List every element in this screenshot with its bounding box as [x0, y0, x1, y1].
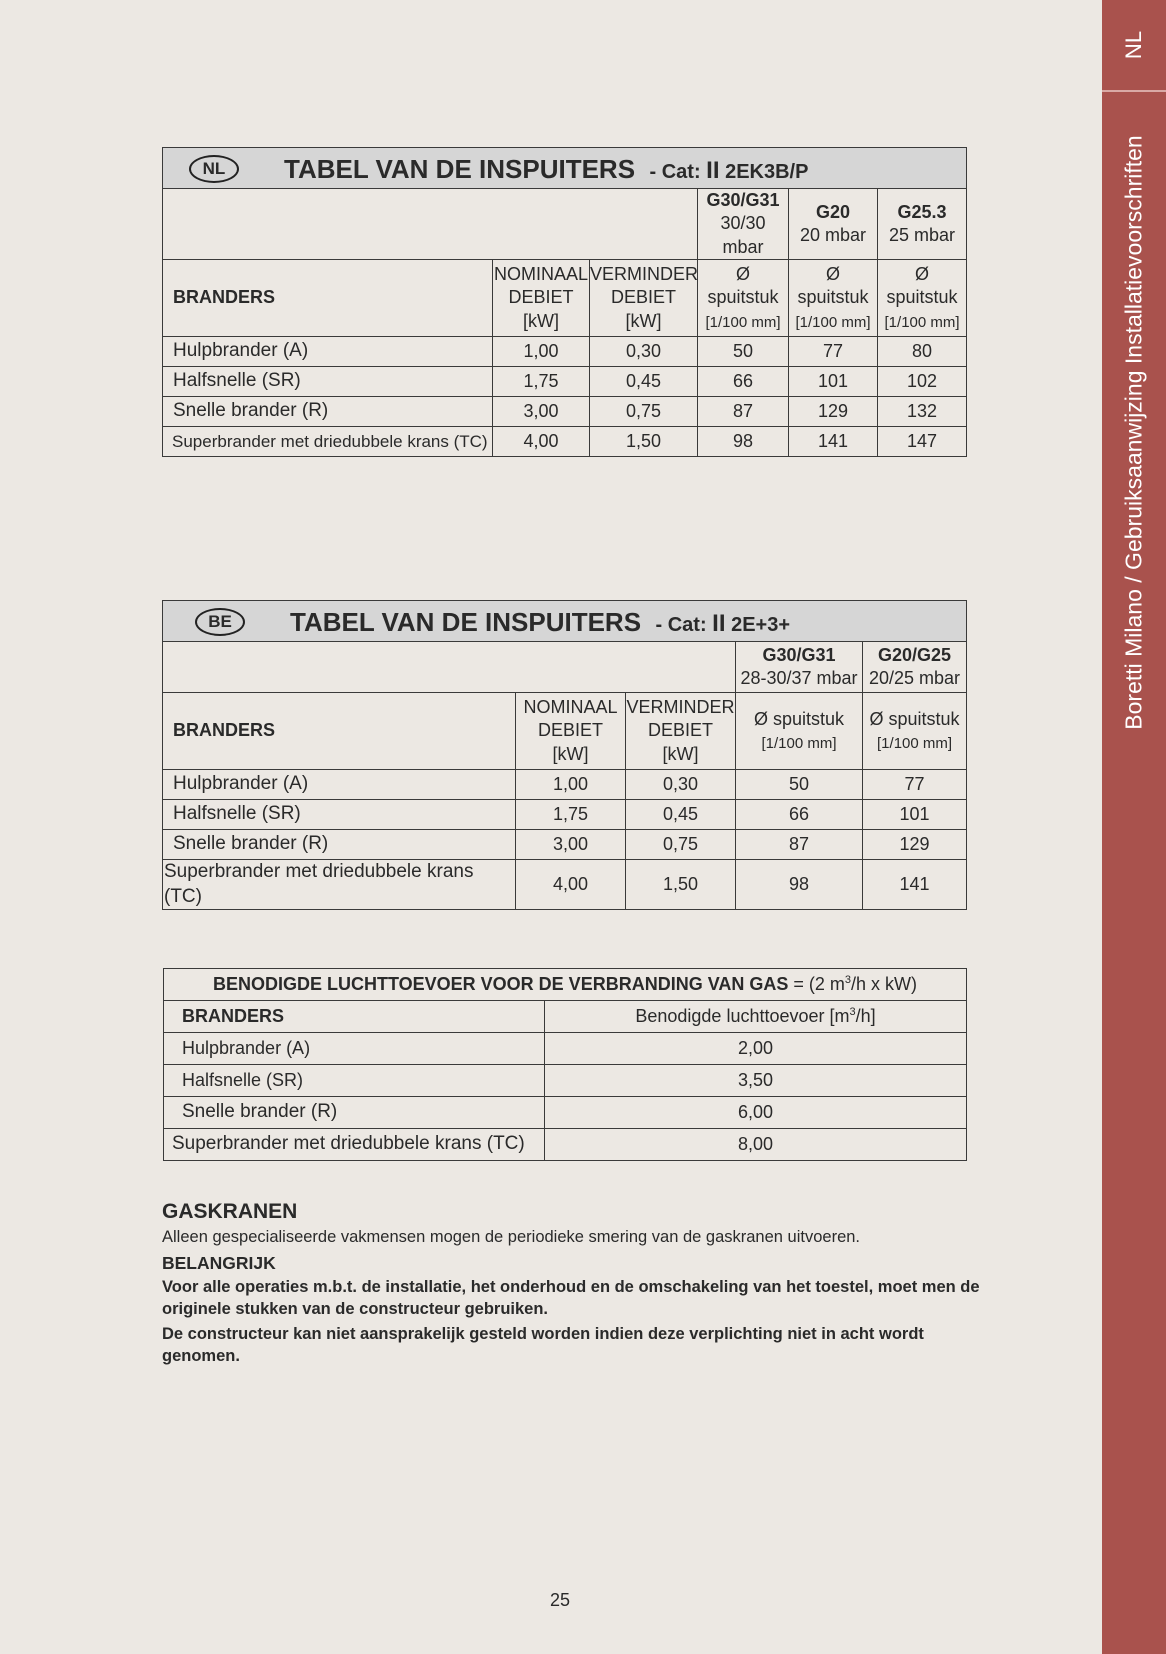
nozzle-value: 50: [736, 770, 863, 800]
burner-name: Superbrander met driedubbele krans (TC): [163, 860, 516, 910]
category-prefix: - Cat:: [649, 161, 707, 183]
category-roman: II: [712, 610, 726, 637]
reduced-value: 1,50: [626, 860, 736, 910]
sidebar-band: [1102, 0, 1166, 1654]
category-code: 2E+3+: [731, 614, 791, 636]
nominal-header: NOMINAAL DEBIET [kW]: [493, 260, 590, 337]
gas-header: G20/G25 20/25 mbar: [863, 642, 967, 693]
nozzle-value: 50: [698, 337, 789, 367]
table-title: [163, 601, 967, 642]
branders-header: BRANDERS: [164, 1001, 545, 1033]
reduced-value: 0,45: [626, 800, 736, 830]
nominal-value: 1,75: [493, 367, 590, 397]
air-value: 2,00: [545, 1033, 967, 1065]
nozzle-value: 141: [789, 427, 878, 457]
air-value: 6,00: [545, 1097, 967, 1129]
nozzle-header: Ø spuitstuk [1/100 mm]: [863, 693, 967, 770]
table-row: [163, 427, 967, 457]
sidebar-language-label: NL: [1121, 30, 1146, 60]
nozzle-value: 98: [698, 427, 789, 457]
nozzle-header: Ø spuitstuk [1/100 mm]: [698, 260, 789, 337]
nozzle-value: 101: [789, 367, 878, 397]
nominal-value: 3,00: [493, 397, 590, 427]
nominal-value: 1,75: [516, 800, 626, 830]
nozzle-header: Ø spuitstuk [1/100 mm]: [789, 260, 878, 337]
table-row: [164, 1033, 967, 1065]
burner-name: Snelle brander (R): [164, 1097, 545, 1129]
burner-name: Halfsnelle (SR): [163, 367, 493, 397]
table-row: [164, 1129, 967, 1161]
category-prefix: - Cat:: [655, 614, 713, 636]
table-row: [163, 860, 967, 910]
table-heading: [284, 153, 808, 187]
nozzle-value: 87: [698, 397, 789, 427]
nozzle-value: 66: [736, 800, 863, 830]
air-value: 8,00: [545, 1129, 967, 1161]
nozzle-value: 129: [789, 397, 878, 427]
burner-name: Superbrander met driedubbele krans (TC): [163, 427, 493, 457]
nozzle-value: 80: [878, 337, 967, 367]
reduced-value: 1,50: [590, 427, 698, 457]
table-row: [164, 1065, 967, 1097]
nozzle-value: 98: [736, 860, 863, 910]
burner-name: Snelle brander (R): [163, 830, 516, 860]
important-heading: BELANGRIJK: [162, 1253, 276, 1273]
nominal-value: 1,00: [493, 337, 590, 367]
air-value: 3,50: [545, 1065, 967, 1097]
burner-name: Halfsnelle (SR): [163, 800, 516, 830]
burner-name: Hulpbrander (A): [163, 770, 516, 800]
burner-name: Hulpbrander (A): [163, 337, 493, 367]
burner-name: Snelle brander (R): [163, 397, 493, 427]
nozzle-value: 102: [878, 367, 967, 397]
table-heading: [290, 606, 790, 640]
nozzle-value: 77: [789, 337, 878, 367]
table-heading-text: TABEL VAN DE INSPUITERS: [284, 154, 636, 184]
nozzle-value: 66: [698, 367, 789, 397]
reduced-value: 0,75: [590, 397, 698, 427]
air-header: Benodigde luchttoevoer $[m^3/h]$: [545, 1001, 967, 1033]
nominal-value: 4,00: [493, 427, 590, 457]
section-body: Alleen gespecialiseerde vakmensen mogen de periodieke smering van de gaskranen uitvoeren.: [162, 1228, 861, 1246]
sidebar-language: [1102, 0, 1166, 90]
table-row: [163, 830, 967, 860]
section-title: GASKRANEN: [162, 1200, 298, 1223]
country-badge: NL: [189, 155, 239, 183]
burner-name: Hulpbrander (A): [164, 1033, 545, 1065]
nozzle-value: 132: [878, 397, 967, 427]
nozzle-value: 87: [736, 830, 863, 860]
burner-name: Halfsnelle (SR): [164, 1065, 545, 1097]
table-row: [163, 800, 967, 830]
nozzle-value: 77: [863, 770, 967, 800]
nominal-value: 3,00: [516, 830, 626, 860]
table-title: [163, 148, 967, 189]
nozzle-value: 147: [878, 427, 967, 457]
reduced-value: 0,30: [590, 337, 698, 367]
reduced-value: 0,30: [626, 770, 736, 800]
gaskranen-section: [162, 1200, 982, 1369]
table-row: [164, 1097, 967, 1129]
nozzle-header: Ø spuitstuk [1/100 mm]: [878, 260, 967, 337]
table-heading-text: TABEL VAN DE INSPUITERS: [290, 607, 642, 637]
warning-text: De constructeur kan niet aansprakelijk gesteld worden indien deze verplichting niet in acht wordt genomen.: [162, 1324, 924, 1365]
branders-header: BRANDERS: [163, 693, 516, 770]
air-table-title: BENODIGDE LUCHTTOEVOER VOOR DE VERBRANDING VAN GAS = (2 $m^3/h$ x kW): [164, 969, 967, 1001]
branders-header: BRANDERS: [163, 260, 493, 337]
page-number: 25: [549, 1590, 571, 1610]
nominal-value: 1,00: [516, 770, 626, 800]
nozzle-value: 141: [863, 860, 967, 910]
table-row: [163, 367, 967, 397]
nominal-header: NOMINAAL DEBIET [kW]: [516, 693, 626, 770]
category-code: 2EK3B/P: [725, 161, 809, 183]
gas-header: G25.3 25 mbar: [878, 189, 967, 260]
reduced-value: 0,75: [626, 830, 736, 860]
gas-header: G30/G31 28-30/37 mbar: [736, 642, 863, 693]
air-supply-table: [163, 968, 967, 1161]
sidebar-title-label: Boretti Milano / Gebruiksaanwijzing Installatievoorschriften: [1120, 134, 1147, 730]
nozzle-table-nl: [162, 147, 967, 457]
warning-text: Voor alle operaties m.b.t. de installatie, het onderhoud en de omschakeling van het toestel, moet men de originele stukken van de constructeur gebruiken.: [162, 1278, 980, 1319]
nozzle-value: 129: [863, 830, 967, 860]
gas-header: G30/G31 30/30 mbar: [698, 189, 789, 260]
nozzle-table-be: [162, 600, 967, 910]
table-row: [163, 770, 967, 800]
empty-header-cell: [163, 642, 736, 693]
reduced-header: VERMINDER DEBIET [kW]: [590, 260, 698, 337]
nominal-value: 4,00: [516, 860, 626, 910]
gas-header: G20 20 mbar: [789, 189, 878, 260]
sidebar-title: [1102, 92, 1166, 772]
empty-header-cell: [163, 189, 698, 260]
country-badge: BE: [195, 608, 245, 636]
reduced-header: VERMINDER DEBIET [kW]: [626, 693, 736, 770]
table-row: [163, 397, 967, 427]
nozzle-header: Ø spuitstuk [1/100 mm]: [736, 693, 863, 770]
table-row: [163, 337, 967, 367]
nozzle-value: 101: [863, 800, 967, 830]
reduced-value: 0,45: [590, 367, 698, 397]
burner-name: Superbrander met driedubbele krans (TC): [164, 1129, 545, 1161]
category-roman: II: [706, 157, 720, 184]
